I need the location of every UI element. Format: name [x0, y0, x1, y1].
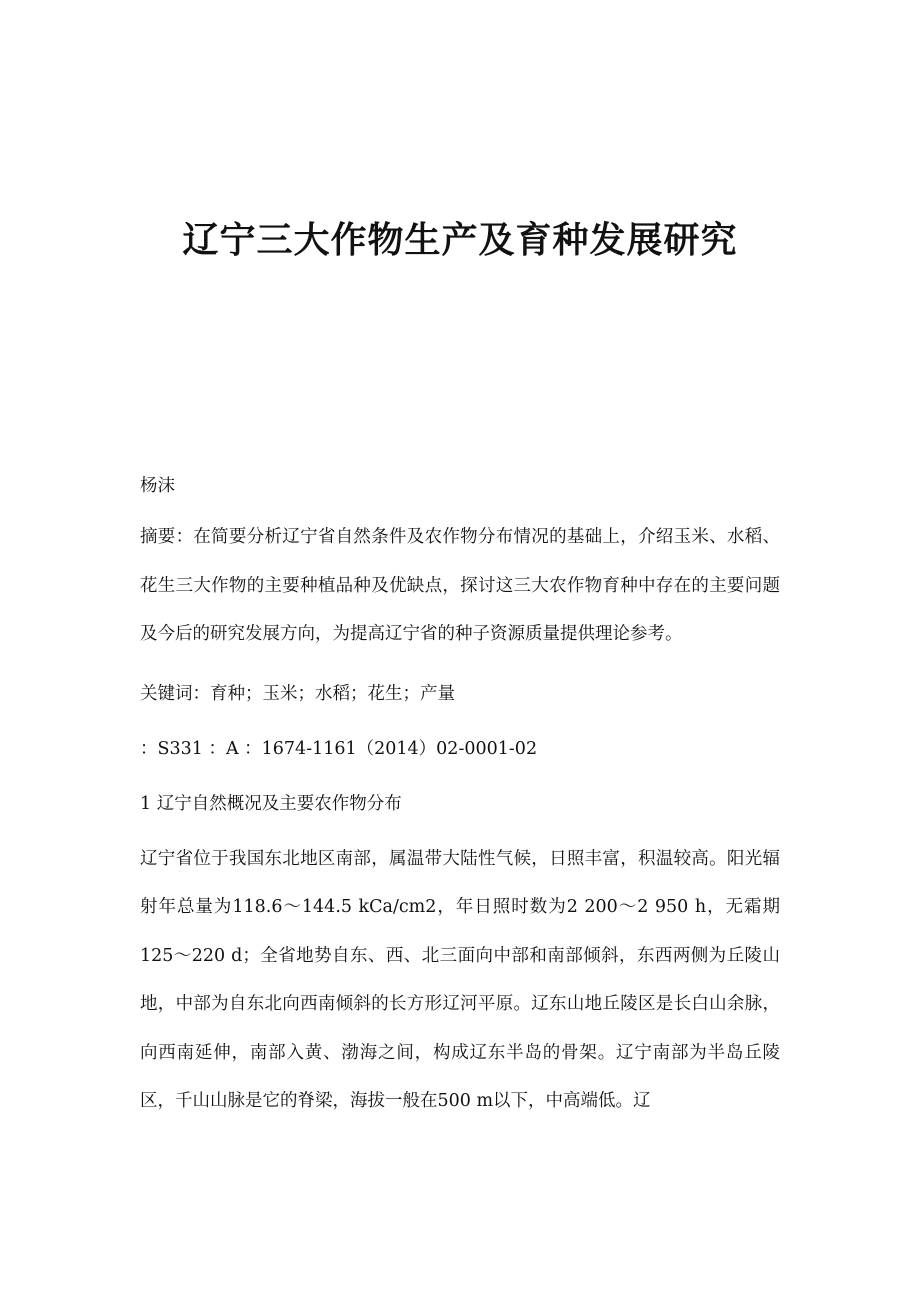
classification-line: ：S331 ：A ：1674-1161（2014）02-0001-02	[140, 738, 538, 759]
abstract-paragraph: 摘要：在简要分析辽宁省自然条件及农作物分布情况的基础上，介绍玉米、水稻、花生三大作物的主要种植品种及优缺点，探讨这三大农作物育种中存在的主要问题及今后的研究发展方向，为提高辽宁省的种子资源质量提供理论参考。	[140, 527, 780, 644]
body-paragraph: 辽宁省位于我国东北地区南部，属温带大陆性气候，日照丰富，积温较高。阳光辐射年总量为118.6～144.5 kCa/cm2，年日照时数为2 200～2 950 h，无霜期125～220 d；全省地势自东、西、北三面向中部和南部倾斜，东西两侧为丘陵山地，中部为自东北向西南倾斜的长方形辽河平原。辽东山地丘陵区是长白山余脉，向西南延伸，南部入黄、渤海之间，构成辽东半岛的骨架。辽宁南部为半岛丘陵区，千山山脉是它的脊梁，海拔一般在500 m以下，中高端低。辽	[140, 848, 780, 1111]
document-title: 辽宁三大作物生产及育种发展研究	[182, 219, 738, 261]
keywords-line: 关键词：育种；玉米；水稻；花生；产量	[140, 683, 455, 704]
document-body	[140, 470, 780, 1145]
author-name: 杨沫	[140, 476, 175, 496]
section-heading: 1 辽宁自然概况及主要农作物分布	[140, 793, 402, 814]
